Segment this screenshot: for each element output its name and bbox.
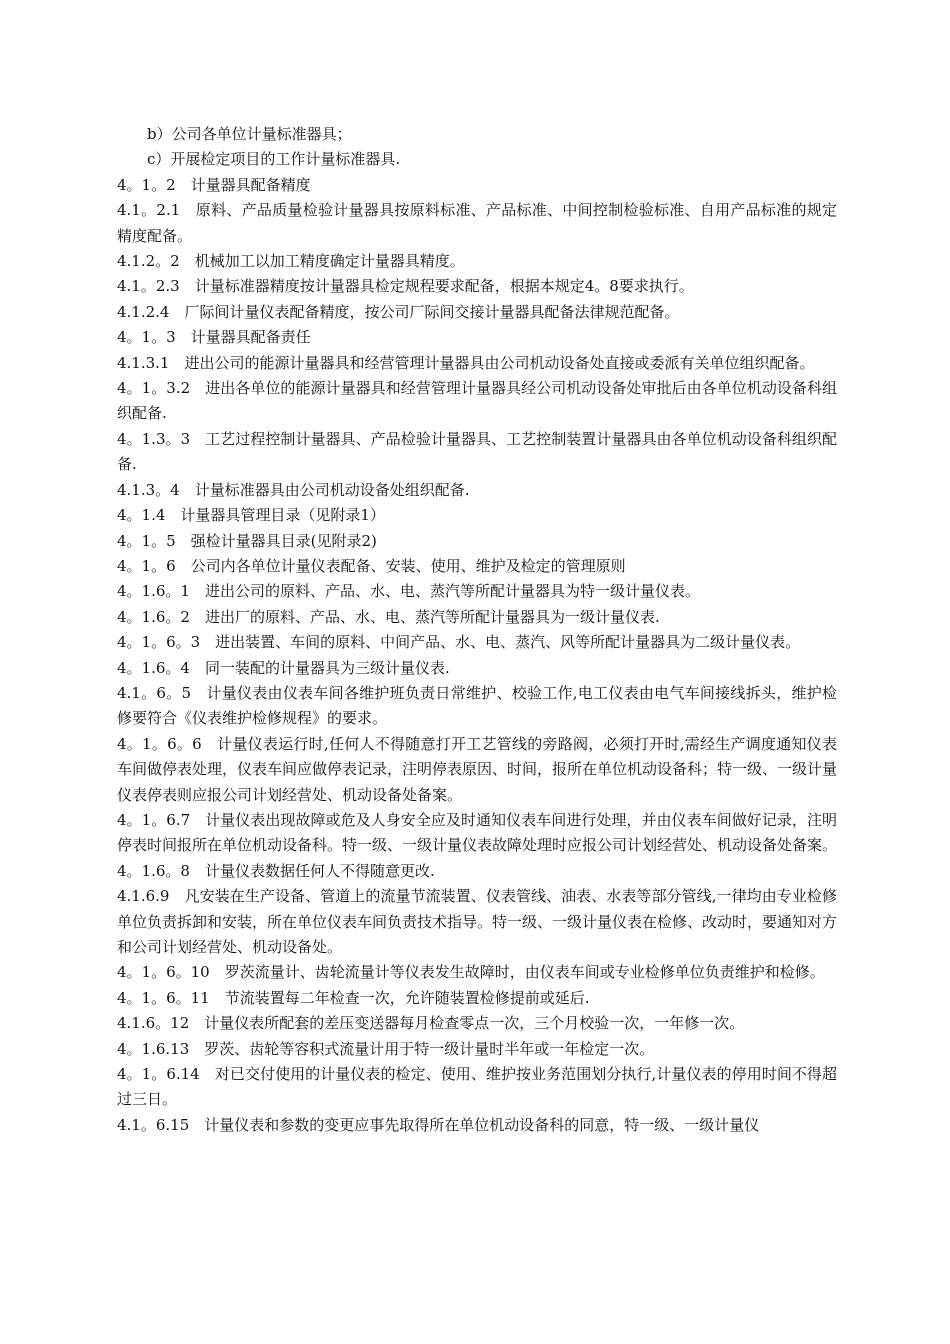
paragraph: 4。1。6.7 计量仪表出现故障或危及人身安全应及时通知仪表车间进行处理，并由仪表车间做好记录，注明停表时间报所在单位机动设备科。特一级、一级计量仪表故障处理时应报公司计划经营处、机动设备处备案。 bbox=[117, 810, 838, 855]
paragraph: 4.1.3.1 进出公司的能源计量器具和经营管理计量器具由公司机动设备处直接或委派有关单位组织配备。 bbox=[117, 353, 815, 372]
paragraph: 4.1.3。4 计量标准器具由公司机动设备处组织配备. bbox=[117, 480, 470, 499]
paragraph: 4。1。5 强检计量器具目录(见附录2) bbox=[117, 531, 377, 550]
paragraph: b）公司各单位计量标准器具； bbox=[147, 125, 352, 143]
paragraph: 4。1.4 计量器具管理目录（见附录1） bbox=[117, 506, 385, 525]
paragraph: 4。1。6.14 对已交付使用的计量仪表的检定、使用、维护按业务范围划分执行,计量仪表的停用时间不得超过三日。 bbox=[117, 1065, 837, 1109]
paragraph: 4.1。2.3 计量标准器精度按计量器具检定规程要求配备，根据本规定4。8要求执行。 bbox=[117, 277, 694, 296]
paragraph: 4.1。6。5 计量仪表由仪表车间各维护班负责日常维护、校验工作,电工仪表由电气车间接线拆头，维护检修要符合《仪表维护检修规程》的要求。 bbox=[117, 683, 837, 728]
paragraph: 4。1.6。2 进出厂的原料、产品、水、电、蒸汽等所配计量器具为一级计量仪表. bbox=[117, 607, 660, 626]
paragraph: 4。1.6.13 罗茨、齿轮等容积式流量计用于特一级计量时半年或一年检定一次。 bbox=[117, 1039, 655, 1058]
paragraph: 4.1.6.9 凡安装在生产设备、管道上的流量节流装置、仪表管线、油表、水表等部分管线,一律均由专业检修单位负责拆卸和安装，所在单位仪表车间负责技术指导。特一级、一级计量仪表在检修、改动时，要通知对方和公司计划经营处、机动设备处。 bbox=[117, 887, 838, 956]
paragraph: 4。1.6。4 同一装配的计量器具为三级计量仪表. bbox=[117, 658, 450, 677]
paragraph: 4。1。6。11 节流装置每二年检查一次，允许随装置检修提前或延后. bbox=[117, 988, 590, 1007]
paragraph: 4.1.2。2 机械加工以加工精度确定计量器具精度。 bbox=[117, 252, 465, 271]
paragraph: 4。1.6。8 计量仪表数据任何人不得随意更改. bbox=[117, 861, 435, 880]
paragraph: 4。1。6。10 罗茨流量计、齿轮流量计等仪表发生故障时，由仪表车间或专业检修单位负责维护和检修。 bbox=[117, 963, 825, 982]
paragraph: 4.1。2.1 原料、产品质量检验计量器具按原料标准、产品标准、中间控制检验标准、自用产品标准的规定精度配备。 bbox=[117, 201, 837, 245]
paragraph: 4。1。3 计量器具配备责任 bbox=[117, 328, 311, 347]
paragraph: 4。1.6。1 进出公司的原料、产品、水、电、蒸汽等所配计量器具为特一级计量仪表。 bbox=[117, 582, 700, 601]
paragraph: 4。1。3.2 进出各单位的能源计量器具和经营管理计量器具经公司机动设备处审批后由各单位机动设备科组织配备. bbox=[117, 379, 837, 423]
paragraph: 4。1。2 计量器具配备精度 bbox=[117, 175, 311, 194]
paragraph: 4.1。6.15 计量仪表和参数的变更应事先取得所在单位机动设备科的同意，特一级、一级计量仪 bbox=[117, 1115, 760, 1134]
paragraph: 4.1.2.4 厂际间计量仪表配备精度，按公司厂际间交接计量器具配备法律规范配备。 bbox=[117, 302, 680, 321]
paragraph: 4。1。6。3 进出装置、车间的原料、中间产品、水、电、蒸汽、风等所配计量器具为二级计量仪表。 bbox=[117, 633, 801, 652]
document-body bbox=[117, 122, 837, 1138]
paragraph: 4.1.6。12 计量仪表所配套的差压变送器每月检查零点一次，三个月校验一次，一年修一次。 bbox=[117, 1014, 745, 1033]
paragraph: c）开展检定项目的工作计量标准器具. bbox=[147, 150, 401, 169]
paragraph: 4。1.3。3 工艺过程控制计量器具、产品检验计量器具、工艺控制装置计量器具由各单位机动设备科组织配备. bbox=[117, 429, 837, 474]
paragraph: 4。1。6 公司内各单位计量仪表配备、安装、使用、维护及检定的管理原则 bbox=[117, 556, 626, 575]
paragraph: 4。1。6。6 计量仪表运行时,任何人不得随意打开工艺管线的旁路阀，必须打开时,需经生产调度通知仪表车间做停表处理，仪表车间应做停表记录，注明停表原因、时间，报所在单位机动设备科；特一级、一级计量仪表停表则应报公司计划经营处、机动设备处备案。 bbox=[117, 734, 838, 804]
